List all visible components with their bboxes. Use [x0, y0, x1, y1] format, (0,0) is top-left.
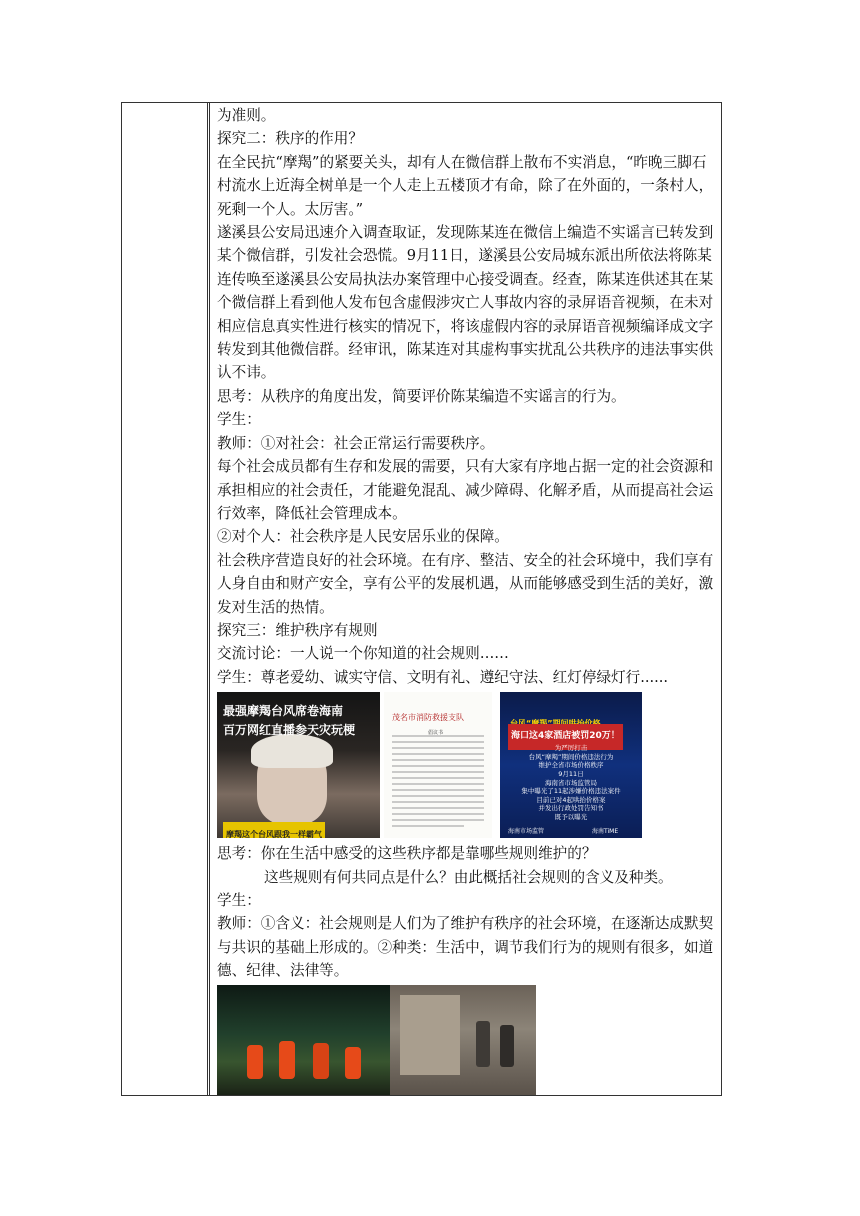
news-subtitle: 海口这4家酒店被罚20万！ [508, 724, 623, 749]
table-column-divider [209, 103, 210, 1095]
worker-figure [500, 1025, 514, 1067]
news-line: 海南省市场监管局 [545, 778, 597, 787]
lesson-content [217, 104, 714, 1095]
paragraph: 学生： [217, 411, 261, 429]
paragraph: ②对个人：社会秩序是人民安居乐业的保障。 [217, 528, 509, 546]
paragraph: 每个社会成员都有生存和发展的需要，只有大家有序地占据一定的社会资源和承担相应的社会责任，才能避免混乱、减少障碍、化解矛盾，从而提高社会运行效率，降低社会管理成本。 [217, 458, 714, 522]
document-subtitle: 倡议书 [428, 730, 444, 737]
news-line: 既予以曝光 [554, 812, 588, 821]
document-header: 茂名市消防救援支队 [392, 713, 464, 723]
paragraph: 交流讨论：一人说一个你知道的社会规则…… [217, 645, 509, 663]
paragraph: 教师：①对社会：社会正常运行需要秩序。 [217, 434, 495, 452]
paragraph: 社会秩序营造良好的社会环境。在有序、整洁、安全的社会环境中，我们享有人身自由和财产安全，享有公平的发展机遇，从而能够感受到生活的美好，激发对生活的热情。 [217, 551, 714, 616]
news-logo-1: 海南市场监管 [508, 828, 545, 836]
paragraph: 为准则。 [217, 107, 276, 124]
news-line: 并发出行政处罚告知书 [538, 804, 604, 813]
rescuer-figure [345, 1047, 361, 1079]
paragraph: 思考：你在生活中感受的这些秩序都是靠哪些规则维护的？ [217, 845, 597, 863]
rescuer-figure [313, 1043, 329, 1079]
street-repair-photo [390, 985, 536, 1095]
news-logo-2: 海南TiME [592, 828, 619, 836]
proposal-document-image [384, 692, 492, 838]
price-news-image [500, 692, 642, 838]
rescuer-figure [247, 1045, 263, 1079]
section-heading: 探究二：秩序的作用？ [217, 130, 363, 148]
news-line: 集中曝光了11起涉嫌价格违法案件 [521, 787, 621, 796]
rescuer-figure [279, 1041, 295, 1079]
worker-figure [476, 1021, 490, 1067]
paragraph: 思考：从秩序的角度出发，简要评价陈某编造不实谣言的行为。 [217, 387, 626, 405]
storefront-shape [400, 995, 460, 1075]
news-body [510, 744, 632, 821]
paragraph: 在全民抗“摩羯”的紧要关头，却有人在微信群上散布不实消息，“昨晚三脚石村流水上近海全树单是一个人走上五楼顶才有命，除了在外面的，一条村人，死剩一个人。太厉害。” [217, 153, 714, 218]
news-line: 维护全省市场价格秩序 [538, 761, 604, 770]
livestream-caption: 摩羯这个台风跟我一样霸气 [223, 822, 325, 838]
document-text-lines [384, 692, 492, 838]
illustration-row-1 [217, 692, 714, 838]
paragraph: 这些规则有何共同点是什么？由此概括社会规则的含义及种类。 [264, 868, 673, 886]
livestream-title-line1: 最强摩羯台风席卷海南 [223, 704, 344, 719]
illustration-row-2 [217, 985, 714, 1095]
livestream-image [217, 692, 380, 838]
section-heading: 探究三：维护秩序有规则 [217, 621, 378, 639]
paragraph: 遂溪县公安局迅速介入调查取证，发现陈某连在微信上编造不实谣言已转发到某个微信群，引发社会恐慌。9月11日，遂溪县公安局城东派出所依法将陈某连传唤至遂溪县公安局执法办案管理中心接受调查。经查，陈某连供述其在某个微信群上看到他人发布包含虚假涉灾亡人事故内容的录屏语音视频，在未对相应信息真实性进行核实的情况下，将该虚假内容的录屏语音视频编译成文字转发到其他微信群。经审讯，陈某连对其虚构事实扰乱公共秩序的违法事实供认不讳。 [217, 224, 714, 382]
news-line: 9月11日 [558, 769, 584, 778]
paragraph: 教师：①含义：社会规则是人们为了维护有秩序的社会环境，在逐渐达成默契与共识的基础上形成的。②种类：生活中，调节我们行为的规则有很多，如道德、纪律、法律等。 [217, 915, 714, 980]
paragraph: 学生： [217, 891, 261, 909]
news-line: 为严厉打击 [554, 744, 588, 753]
news-line: 目前已对4起哄抬价格案 [536, 795, 606, 804]
paragraph: 学生：尊老爱幼、诚实守信、文明有礼、遵纪守法、红灯停绿灯行...... [217, 668, 669, 686]
table-column-divider-2 [207, 102, 208, 1096]
rescue-team-photo [217, 985, 390, 1095]
livestream-title-line2: 百万网红直播参天灾玩梗 [223, 723, 356, 738]
news-line: 台风“摩羯”期间价格违法行为 [528, 752, 614, 761]
